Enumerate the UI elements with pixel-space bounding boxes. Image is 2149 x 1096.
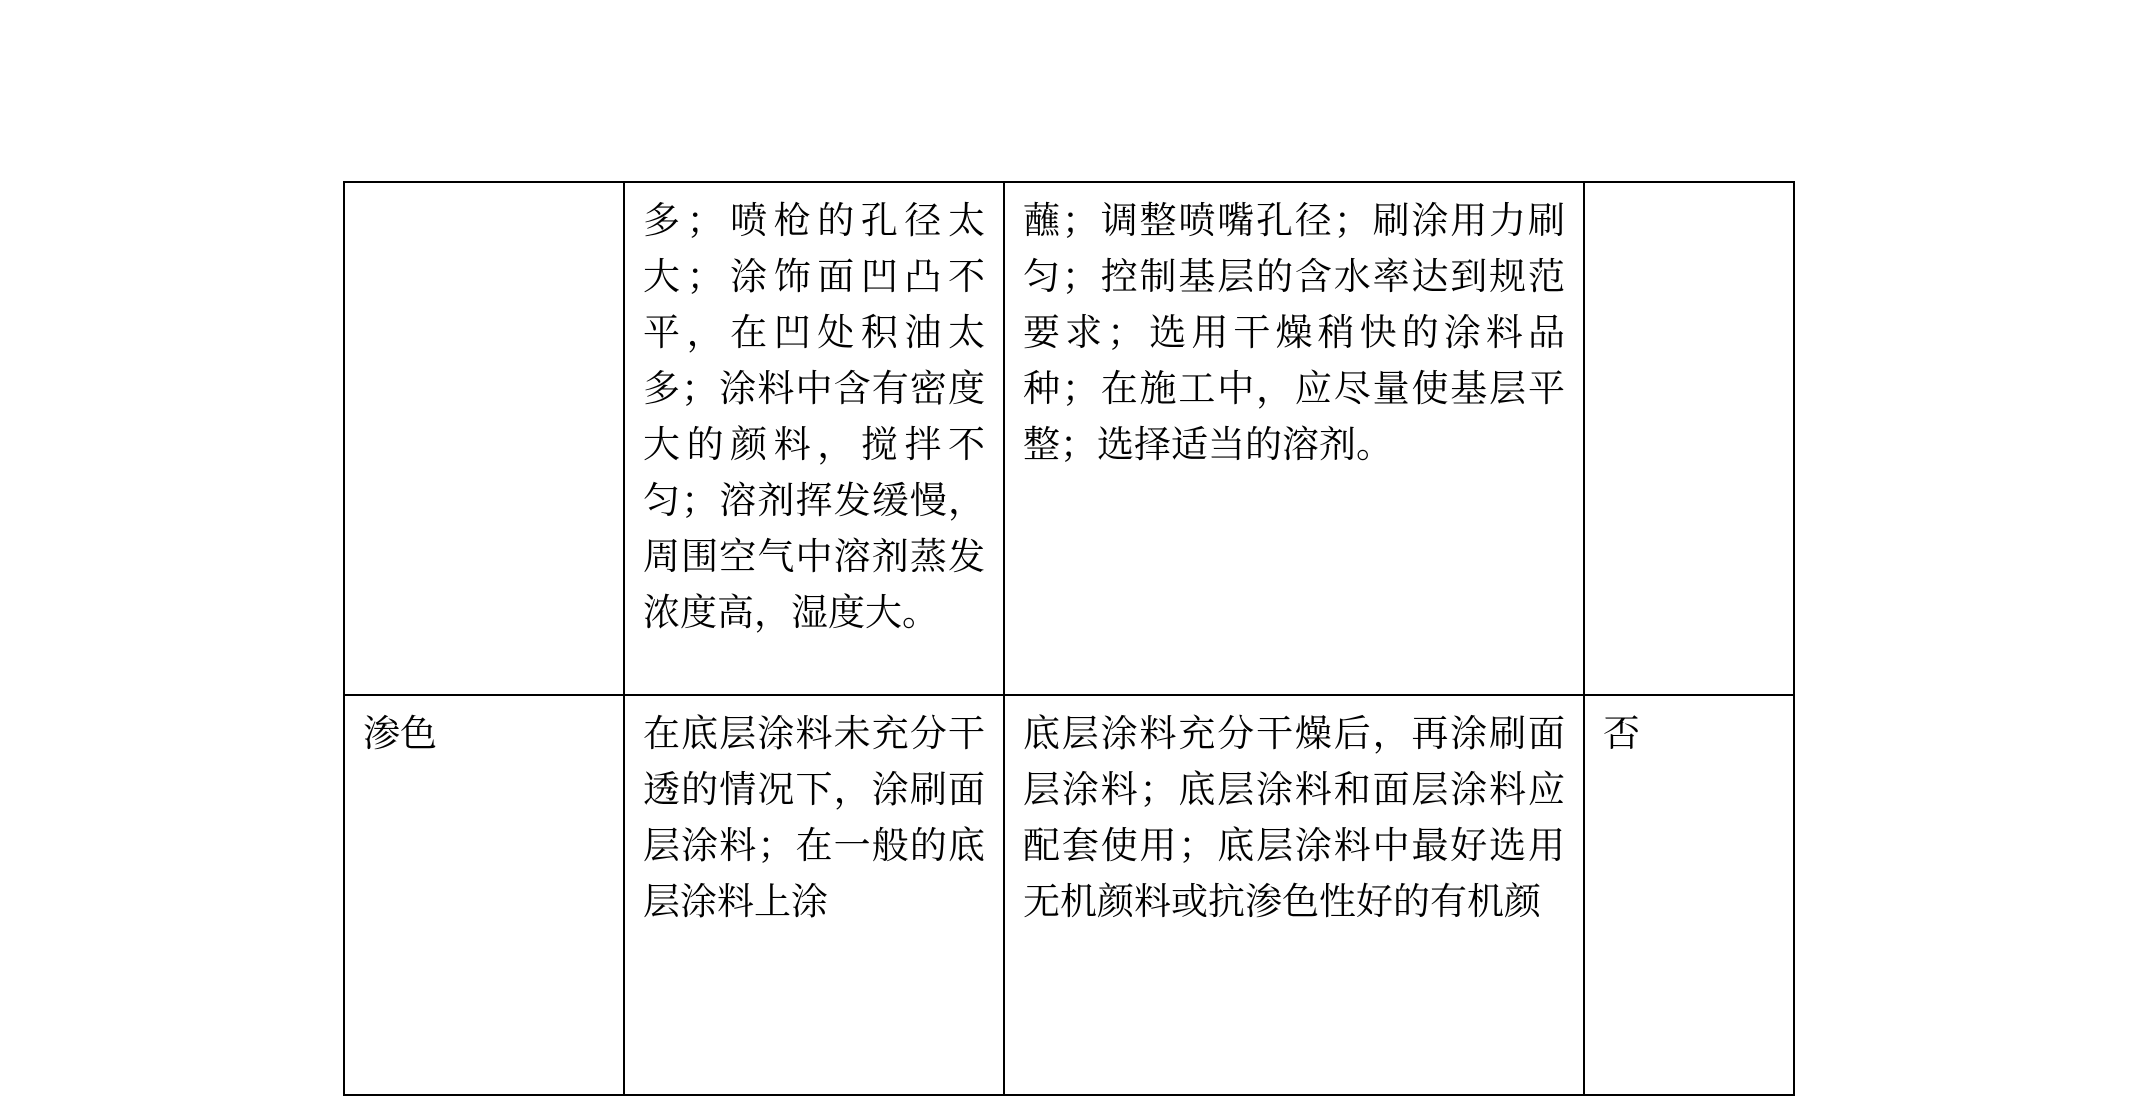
prevention-cell: 底层涂料充分干燥后，再涂刷面层涂料；底层涂料和面层涂料应配套使用；底层涂料中最好选用无机颜料或抗渗色性好的有机颜 xyxy=(1004,695,1584,1095)
defect-cell: 渗色 xyxy=(344,695,624,1095)
cause-cell: 在底层涂料未充分干透的情况下，涂刷面层涂料；在一般的底层涂料上涂 xyxy=(624,695,1004,1095)
cause-cell: 多；喷枪的孔径太大；涂饰面凹凸不平，在凹处积油太多；涂料中含有密度大的颜料，搅拌不匀；溶剂挥发缓慢，周围空气中溶剂蒸发浓度高，湿度大。 xyxy=(624,182,1004,695)
flag-cell xyxy=(1584,182,1794,695)
table-row xyxy=(344,695,1794,1095)
defect-cell xyxy=(344,182,624,695)
flag-cell: 否 xyxy=(1584,695,1794,1095)
prevention-cell: 蘸；调整喷嘴孔径；刷涂用力刷匀；控制基层的含水率达到规范要求；选用干燥稍快的涂料品种；在施工中，应尽量使基层平整；选择适当的溶剂。 xyxy=(1004,182,1584,695)
defect-table xyxy=(343,181,1795,1096)
table-row xyxy=(344,182,1794,695)
